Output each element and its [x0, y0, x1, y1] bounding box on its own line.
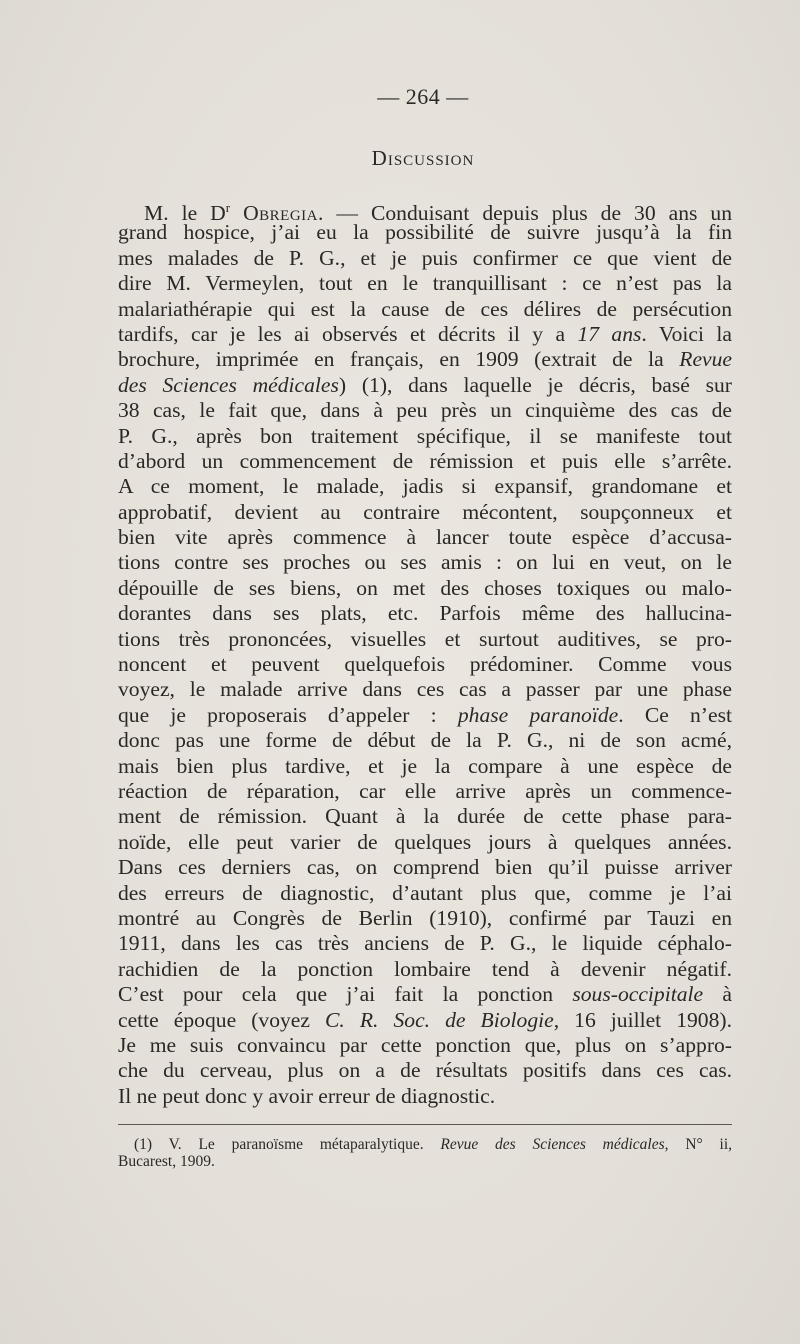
- text-line: donc pas une forme de début de la P. G., ni de son acmé,: [118, 728, 732, 753]
- text-line: 1911, dans les cas très anciens de P. G., le liquide céphalo-: [118, 931, 732, 956]
- text-line: malariathérapie qui est la cause de ces délires de persécution: [118, 296, 732, 321]
- line-text: brochure, imprimée en français, en 1909 (extrait de la: [118, 347, 680, 372]
- speaker-prefix: M. le D: [144, 201, 226, 226]
- text-line: [118, 347, 732, 372]
- text-line: che du cerveau, plus on a de résultats positifs dans ces cas.: [118, 1058, 732, 1083]
- text-line: P. G., après bon traitement spécifique, il se manifeste tout: [118, 423, 732, 448]
- text-line: bien vite après commence à lancer toute espèce d’accusa-: [118, 525, 732, 550]
- line-text: , 16 juillet 1908).: [553, 1007, 732, 1032]
- text-line: [118, 322, 732, 347]
- text-line: 38 cas, le fait que, dans à peu près un cinquième des cas de: [118, 398, 732, 423]
- line-text: à: [703, 982, 732, 1007]
- text-line: mes malades de P. G., et je puis confirmer ce que vient de: [118, 245, 732, 270]
- line-text: . Ce n’est: [618, 702, 732, 727]
- speaker-name: Obregia: [243, 201, 319, 226]
- line-text: ) (1), dans laquelle je décris, basé sur: [338, 372, 732, 397]
- page-number: — 264 —: [377, 84, 469, 109]
- line-text: . Voici la: [641, 321, 732, 346]
- text-line: réaction de réparation, car elle arrive après un commence-: [118, 778, 732, 803]
- footnote: [118, 1136, 732, 1170]
- text-line: Il ne peut donc y avoir erreur de diagnostic.: [118, 1083, 496, 1108]
- text-line: des erreurs de diagnostic, d’autant plus que, comme je l’ai: [118, 880, 732, 905]
- text-line: tions contre ses proches ou ses amis : on lui en veut, on le: [118, 550, 732, 575]
- text-line: [118, 373, 732, 398]
- text-line: d’abord un commencement de rémission et puis elle s’arrête.: [118, 448, 732, 473]
- text-line: M. le $D^r$ Obregia. — Conduisant depuis plus de 30 ans un: [144, 200, 732, 226]
- footnote-prefix: (1) V. Le paranoïsme métaparalytique.: [134, 1136, 441, 1153]
- text-line: dire M. Vermeylen, tout en le tranquillisant : ce n’est pas la: [118, 271, 732, 296]
- text-line: A ce moment, le malade, jadis si expansif, grandomane et: [118, 474, 732, 499]
- speaker-superscript: r: [225, 200, 231, 215]
- italic-sous-occipitale: sous-occipitale: [572, 982, 704, 1007]
- text-line: Je me suis convaincu par cette ponction que, plus on s’appro-: [118, 1032, 732, 1057]
- italic-cr-soc-biologie: C. R. Soc. de Biologie: [325, 1007, 554, 1032]
- text-line: noïde, elle peut varier de quelques jours à quelques années.: [118, 829, 732, 854]
- text-line: [118, 982, 732, 1007]
- text-line: tions très prononcées, visuelles et surtout auditives, se pro-: [118, 626, 732, 651]
- footnote-line: Bucarest, 1909.: [118, 1153, 215, 1170]
- text-line: voyez, le malade arrive dans ces cas a passer par une phase: [118, 677, 732, 702]
- text-line: dépouille de ses biens, on met des choses toxiques ou malo-: [118, 575, 732, 600]
- line-text: cette époque (voyez: [118, 1007, 325, 1032]
- line-text: tardifs, car je les ai observés et décrits il y a: [118, 321, 578, 346]
- text-line: noncent et peuvent quelquefois prédominer. Comme vous: [118, 652, 732, 677]
- text-line: montré au Congrès de Berlin (1910), confirmé par Tauzi en: [118, 905, 732, 930]
- footnote-italic: Revue des Sciences médicales: [440, 1136, 665, 1153]
- footnote-line: [118, 1136, 732, 1153]
- text-line: [118, 1008, 732, 1033]
- italic-phase-paranoide: phase paranoïde: [457, 702, 619, 727]
- body-text: [118, 195, 732, 1109]
- text-line: [118, 703, 732, 728]
- line-text: — Conduisant depuis plus de 30 ans un: [323, 201, 732, 226]
- section-title: Discussion: [371, 146, 475, 170]
- text-line: approbatif, devient au contraire mécontent, soupçonneux et: [118, 499, 732, 524]
- text-line: dorantes dans ses plats, etc. Parfois même des hallucina-: [118, 601, 732, 626]
- text-line: rachidien de la ponction lombaire tend à devenir négatif.: [118, 956, 732, 981]
- italic-revue: Revue: [679, 347, 732, 372]
- italic-sciences-medicales: des Sciences médicales: [118, 372, 339, 397]
- text-line: mais bien plus tardive, et je la compare à une espèce de: [118, 753, 732, 778]
- text-line: grand hospice, j’ai eu la possibilité de suivre jusqu’à la fin: [118, 220, 732, 245]
- line-text: que je proposerais d’appeler :: [118, 702, 458, 727]
- footnote-divider: [118, 1124, 732, 1125]
- text-line: Dans ces derniers cas, on comprend bien qu’il puisse arriver: [118, 855, 732, 880]
- italic-17-ans: 17 ans: [577, 321, 642, 346]
- text-line: ment de rémission. Quant à la durée de cette phase para-: [118, 804, 732, 829]
- line-text: C’est pour cela que j’ai fait la ponction: [118, 982, 573, 1007]
- footnote-suffix: , N° ii,: [664, 1136, 732, 1153]
